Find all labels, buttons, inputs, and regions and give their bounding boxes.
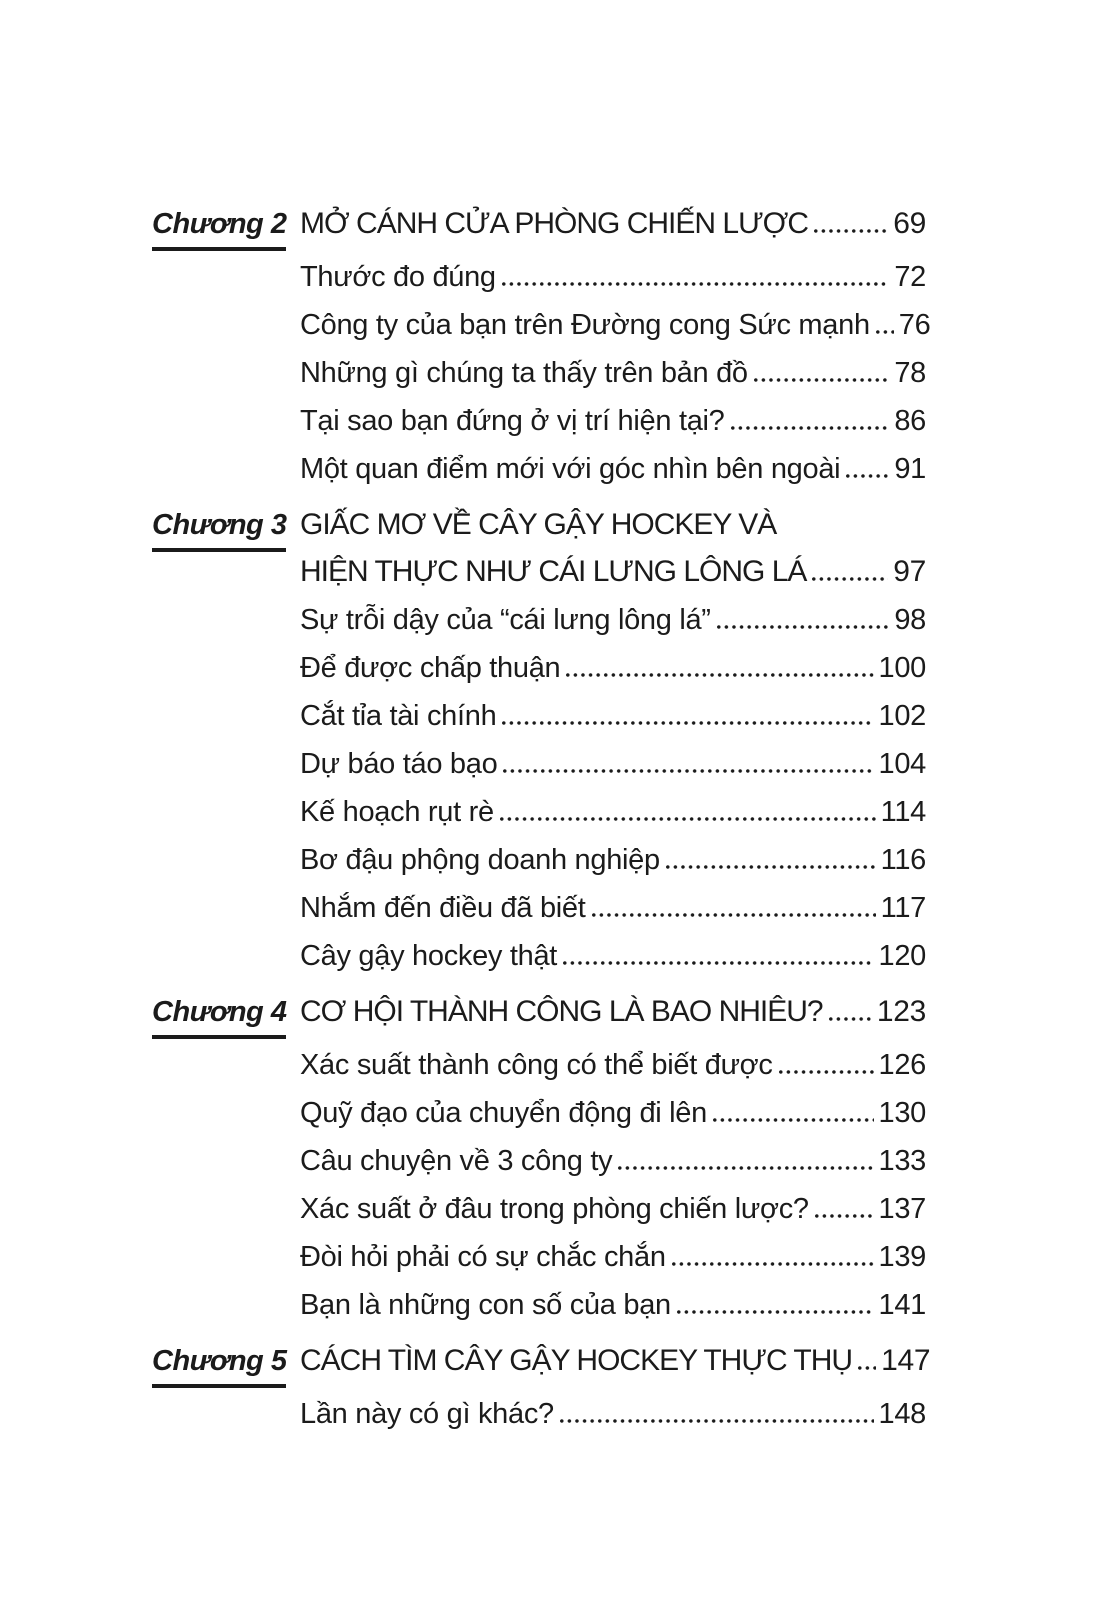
- entry-title: Đòi hỏi phải có sự chắc chắn: [300, 1241, 666, 1273]
- entry-title: Bơ đậu phộng doanh nghiệp: [300, 844, 660, 876]
- chapter-title: MỞ CÁNH CỬA PHÒNG CHIẾN LƯỢC: [300, 207, 809, 240]
- page-number: 148: [878, 1398, 926, 1430]
- chapter-label-col: [152, 507, 300, 548]
- toc-entry-row: [152, 938, 926, 974]
- toc-entry-row: [152, 451, 926, 487]
- chapter-title-line-2: HIỆN THỰC NHƯ CÁI LƯNG LÔNG LÁ: [300, 555, 807, 588]
- page-number: 78: [894, 357, 926, 389]
- toc-entry-row: [152, 259, 926, 295]
- chapter-label-col: [152, 206, 300, 247]
- toc-entry-row: [152, 794, 926, 830]
- dot-leader: [858, 1366, 876, 1370]
- entry-title: Cắt tỉa tài chính: [300, 700, 497, 732]
- entry-title: Tại sao bạn đứng ở vị trí hiện tại?: [300, 405, 725, 437]
- toc-entry-row: [152, 355, 926, 391]
- entry-title: Những gì chúng ta thấy trên bản đồ: [300, 357, 748, 389]
- toc-entry-row: [152, 1396, 926, 1432]
- entry-title: Nhắm đến điều đã biết: [300, 892, 586, 924]
- entry-title: Kế hoạch rụt rè: [300, 796, 494, 828]
- chapter-label: Chương 4: [152, 996, 287, 1028]
- page-number: 137: [878, 1193, 926, 1225]
- toc-entry-row: [152, 842, 926, 878]
- toc-entry-row: [152, 307, 931, 343]
- chapter-row-continued: [152, 554, 926, 590]
- toc-entry-row: [152, 1191, 926, 1227]
- page-number: 139: [878, 1241, 926, 1273]
- entry-title: Dự báo táo bạo: [300, 748, 498, 780]
- dot-leader: [815, 1214, 874, 1218]
- chapter-label-col: [152, 1343, 300, 1384]
- entry-title: Sự trỗi dậy của “cái lưng lông lá”: [300, 604, 711, 636]
- chapter-row: [152, 206, 926, 247]
- chapter-title: CƠ HỘI THÀNH CÔNG LÀ BAO NHIÊU?: [300, 995, 823, 1028]
- entry-title: Quỹ đạo của chuyển động đi lên: [300, 1097, 707, 1129]
- dot-leader: [503, 769, 873, 773]
- toc-entry-row: [152, 890, 926, 926]
- page-number: 133: [878, 1145, 926, 1177]
- toc-entry-row: [152, 1143, 926, 1179]
- dot-leader: [677, 1310, 874, 1314]
- dot-leader: [500, 817, 876, 821]
- dot-leader: [666, 865, 876, 869]
- dot-leader: [502, 282, 890, 286]
- page-number: 72: [894, 261, 926, 293]
- page-number: 147: [881, 1344, 931, 1377]
- chapter-label: Chương 3: [152, 509, 287, 541]
- page-number: 141: [878, 1289, 926, 1321]
- toc-entry-row: [152, 1239, 926, 1275]
- toc-section-chapter-5: [152, 1343, 931, 1432]
- page-number: 114: [880, 796, 926, 828]
- dot-leader: [846, 474, 889, 478]
- dot-leader: [812, 577, 888, 581]
- entry-title: Xác suất thành công có thể biết được: [300, 1049, 773, 1081]
- dot-leader: [592, 913, 876, 917]
- toc-entry-row: [152, 650, 926, 686]
- chapter-row: [152, 507, 926, 548]
- dot-leader: [731, 426, 890, 430]
- entry-title: Lần này có gì khác?: [300, 1398, 554, 1430]
- page-number: 102: [878, 700, 926, 732]
- chapter-row: [152, 1343, 931, 1384]
- toc-entry-row: [152, 1287, 926, 1323]
- chapter-label-col: [152, 994, 300, 1035]
- chapter-title: CÁCH TÌM CÂY GẬY HOCKEY THỰC THỤ: [300, 1344, 853, 1377]
- page-number: 91: [894, 453, 926, 485]
- entry-title: Bạn là những con số của bạn: [300, 1289, 671, 1321]
- page-number: 76: [898, 309, 931, 341]
- chapter-row: [152, 994, 926, 1035]
- toc-entry-row: [152, 1095, 926, 1131]
- dot-leader: [829, 1017, 872, 1021]
- page-number: 86: [894, 405, 926, 437]
- entry-title: Câu chuyện về 3 công ty: [300, 1145, 613, 1177]
- toc-section-chapter-3: [152, 507, 926, 974]
- dot-leader: [814, 229, 888, 233]
- dot-leader: [717, 625, 890, 629]
- page-number: 104: [878, 748, 926, 780]
- entry-title: Để được chấp thuận: [300, 652, 561, 684]
- toc-section-chapter-4: [152, 994, 926, 1323]
- entry-title: Công ty của bạn trên Đường cong Sức mạnh: [300, 309, 870, 341]
- toc-entry-row: [152, 403, 926, 439]
- toc-entry-row: [152, 746, 926, 782]
- dot-leader: [566, 673, 873, 677]
- dot-leader: [876, 330, 894, 334]
- page-number: 120: [878, 940, 926, 972]
- entry-title: Một quan điểm mới với góc nhìn bên ngoài: [300, 453, 841, 485]
- chapter-title-line-1: GIẤC MƠ VỀ CÂY GẬY HOCKEY VÀ: [300, 508, 777, 541]
- toc-entry-row: [152, 602, 926, 638]
- dot-leader: [563, 961, 873, 965]
- toc-section-chapter-2: [152, 206, 931, 487]
- dot-leader: [754, 378, 890, 382]
- dot-leader: [672, 1262, 874, 1266]
- entry-title: Xác suất ở đâu trong phòng chiến lược?: [300, 1193, 809, 1225]
- page-number: 69: [893, 207, 926, 240]
- page-number: 126: [878, 1049, 926, 1081]
- dot-leader: [618, 1166, 873, 1170]
- page-number: 97: [893, 555, 926, 588]
- toc-entry-row: [152, 1047, 926, 1083]
- page-number: 98: [894, 604, 926, 636]
- chapter-label: Chương 5: [152, 1345, 287, 1377]
- page-number: 117: [880, 892, 926, 924]
- page-number: 100: [878, 652, 926, 684]
- dot-leader: [560, 1419, 874, 1423]
- toc-entry-row: [152, 698, 926, 734]
- page-number: 130: [878, 1097, 926, 1129]
- dot-leader: [779, 1070, 874, 1074]
- chapter-label: Chương 2: [152, 208, 287, 240]
- page-number: 123: [876, 995, 926, 1028]
- page-number: 116: [880, 844, 926, 876]
- entry-title: Thước đo đúng: [300, 261, 496, 293]
- dot-leader: [713, 1118, 874, 1122]
- dot-leader: [502, 721, 873, 725]
- entry-title: Cây gậy hockey thật: [300, 940, 558, 972]
